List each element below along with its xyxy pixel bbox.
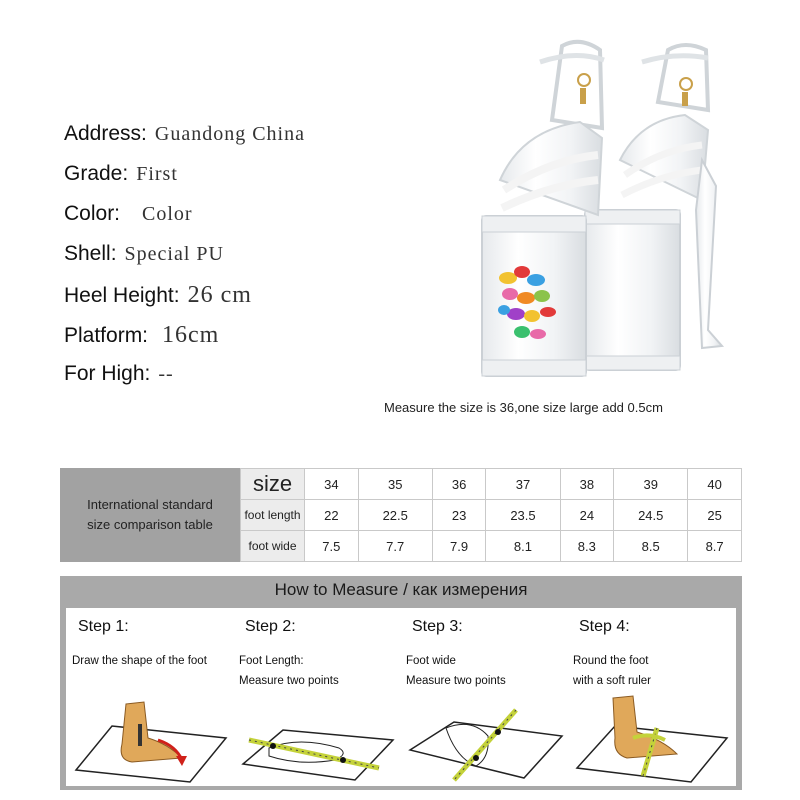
length-cell: 24.5 <box>614 500 688 531</box>
spec-heel-height <box>64 282 252 318</box>
length-cell: 23 <box>432 500 486 531</box>
width-cell: 7.7 <box>358 531 432 562</box>
soft-ruler-icon <box>573 688 731 784</box>
spec-value: 16cm <box>162 322 220 348</box>
side-label-line: International standard <box>87 497 213 512</box>
spec-value: Color <box>142 203 193 225</box>
size-cell: 38 <box>560 469 614 500</box>
step-desc-line: Draw the shape of the foot <box>72 655 207 667</box>
left-shoe <box>482 42 604 376</box>
spec-value: -- <box>158 363 174 385</box>
spec-label: For High: <box>64 362 151 385</box>
spec-value: First <box>136 163 178 185</box>
step-description <box>573 651 651 691</box>
spec-value: Special PU <box>124 243 224 265</box>
step-desc-line: with a soft ruler <box>573 675 651 687</box>
product-image <box>470 10 740 390</box>
step-desc-line: Measure two points <box>239 675 339 687</box>
measure-title: How to Measure / как измерения <box>274 580 528 599</box>
step-4 <box>567 608 734 786</box>
step-desc-line: Round the foot <box>573 655 649 667</box>
spec-shell <box>64 242 224 278</box>
width-cell: 8.3 <box>560 531 614 562</box>
table-row <box>241 531 742 562</box>
foot-width-icon <box>406 688 564 784</box>
right-shoe <box>585 45 722 370</box>
spec-label: Color: <box>64 202 121 225</box>
spec-label: Address: <box>64 122 147 145</box>
step-title: Step 4: <box>579 618 630 635</box>
spec-label: Grade: <box>64 162 129 185</box>
step-description <box>406 651 506 691</box>
size-cell: 34 <box>305 469 359 500</box>
size-cell: 40 <box>688 469 742 500</box>
row-label: foot length <box>241 500 305 531</box>
size-cell: 37 <box>486 469 560 500</box>
length-cell: 22 <box>305 500 359 531</box>
length-cell: 24 <box>560 500 614 531</box>
step-title: Step 2: <box>245 618 296 635</box>
step-title: Step 1: <box>78 618 129 635</box>
spec-label: Platform: <box>64 324 149 347</box>
length-cell: 25 <box>688 500 742 531</box>
spec-value: Guandong China <box>154 123 305 145</box>
spec-platform <box>64 322 219 358</box>
step-desc-line: Foot wide <box>406 655 456 667</box>
step-description <box>239 651 339 691</box>
trace-foot-icon <box>72 688 230 784</box>
width-cell: 8.5 <box>614 531 688 562</box>
step-desc-line: Measure two points <box>406 675 506 687</box>
width-cell: 8.7 <box>688 531 742 562</box>
spec-for-high <box>64 362 174 398</box>
length-cell: 22.5 <box>358 500 432 531</box>
step-2 <box>233 608 400 786</box>
spec-address <box>64 122 305 158</box>
row-label: foot wide <box>241 531 305 562</box>
step-1 <box>66 608 233 786</box>
size-note: Measure the size is 36,one size large add 0.5cm <box>384 400 663 415</box>
side-label-line: size comparison table <box>87 517 213 532</box>
width-cell: 7.9 <box>432 531 486 562</box>
width-cell: 8.1 <box>486 531 560 562</box>
spec-grade <box>64 162 178 198</box>
spec-value: 26 cm <box>187 282 252 308</box>
size-table-side-label <box>60 468 240 562</box>
table-row <box>241 500 742 531</box>
size-grid <box>240 468 742 562</box>
size-cell: 35 <box>358 469 432 500</box>
step-desc-line: Foot Length: <box>239 655 304 667</box>
foot-length-icon <box>239 688 397 784</box>
size-comparison-table <box>60 468 742 562</box>
step-3 <box>400 608 567 786</box>
how-to-measure-panel <box>60 576 742 790</box>
width-cell: 7.5 <box>305 531 359 562</box>
step-title: Step 3: <box>412 618 463 635</box>
length-cell: 23.5 <box>486 500 560 531</box>
spec-label: Heel Height: <box>64 284 180 307</box>
table-row <box>241 469 742 500</box>
platform-sandal-illustration <box>470 10 740 390</box>
steps-area <box>66 608 736 786</box>
step-description <box>72 651 207 671</box>
size-cell: 39 <box>614 469 688 500</box>
size-header: size <box>241 469 305 500</box>
size-cell: 36 <box>432 469 486 500</box>
spec-color <box>64 202 193 238</box>
spec-label: Shell: <box>64 242 117 265</box>
